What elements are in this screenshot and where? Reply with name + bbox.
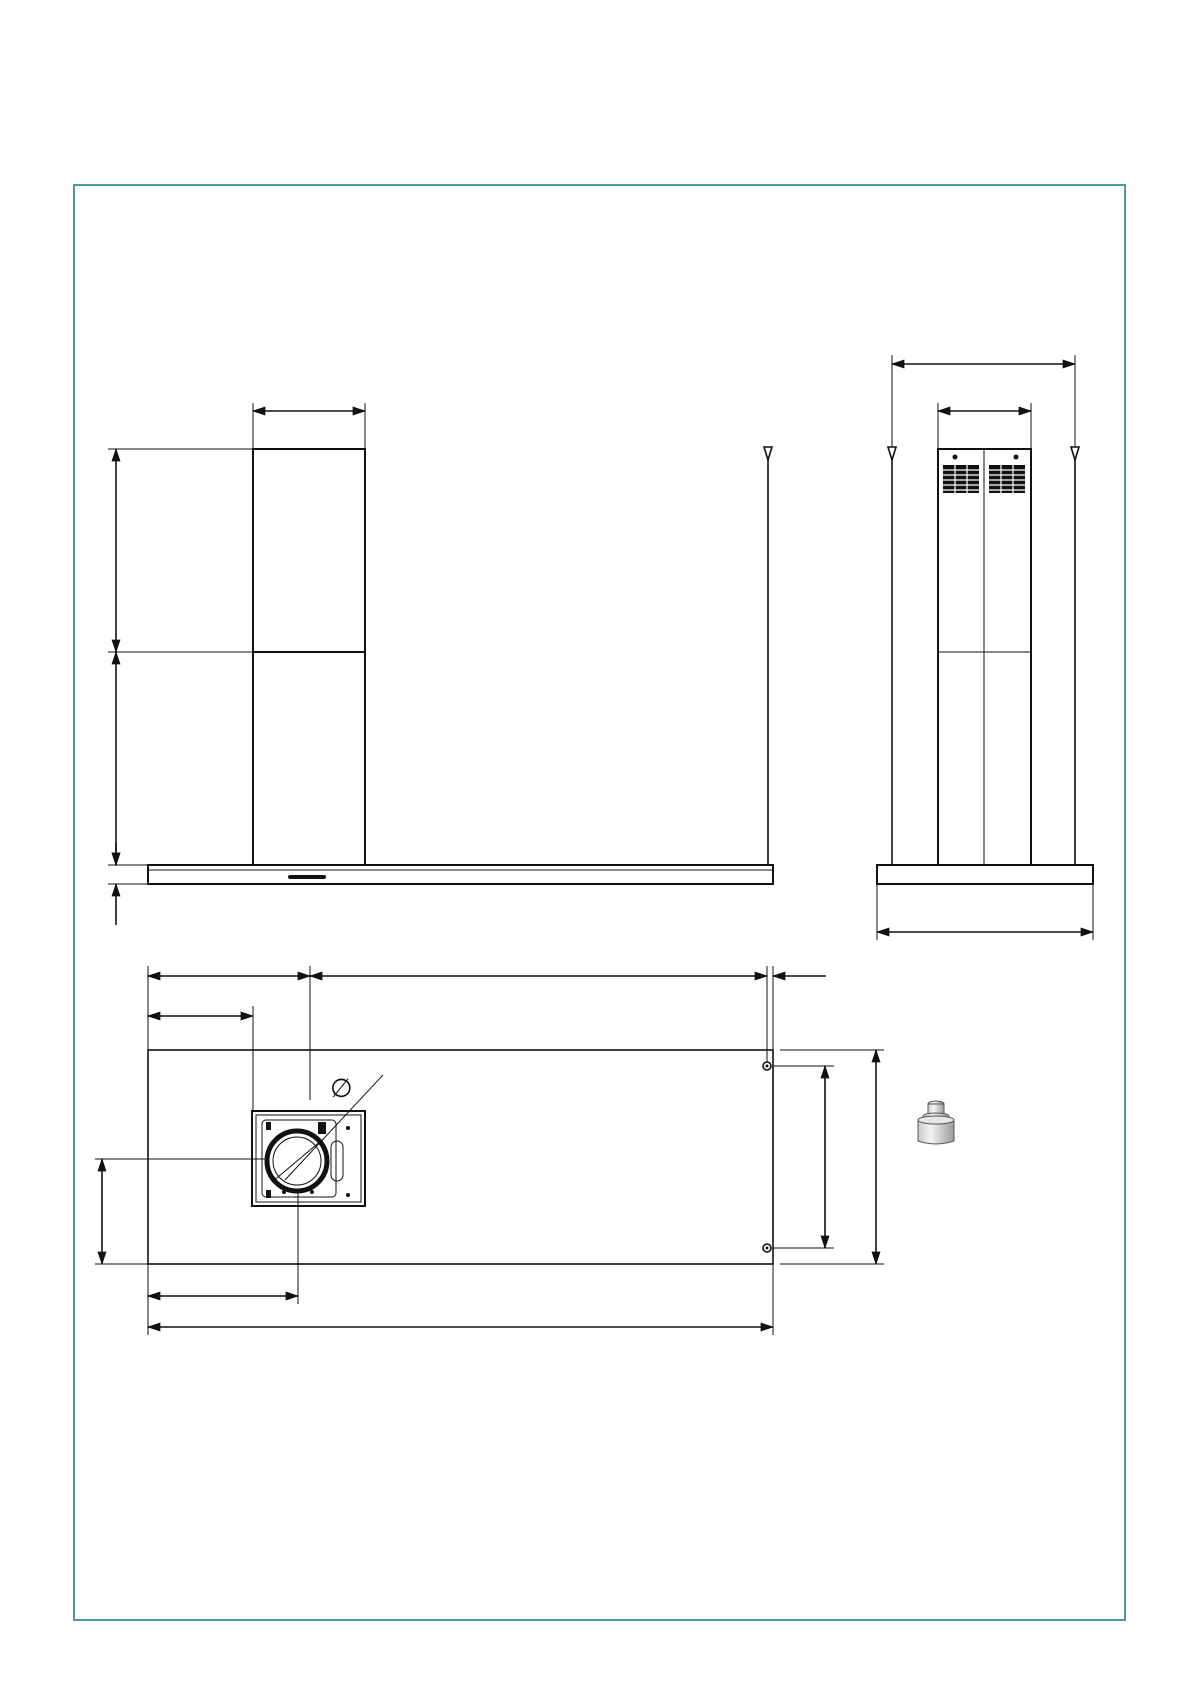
side-canopy [877, 865, 1093, 884]
canopy-outline [148, 1050, 773, 1264]
front-view [108, 403, 773, 925]
chimney-lower [253, 652, 365, 865]
duct-diameter-symbol: ∅ [330, 1074, 353, 1104]
motor-housing [252, 1111, 365, 1206]
chimney-upper [253, 449, 365, 652]
canopy-front [148, 865, 773, 884]
plan-view [95, 966, 884, 1335]
cable-anchor [764, 447, 772, 460]
weight-icon [918, 1101, 954, 1144]
control-panel [288, 875, 326, 879]
side-view [877, 355, 1093, 940]
